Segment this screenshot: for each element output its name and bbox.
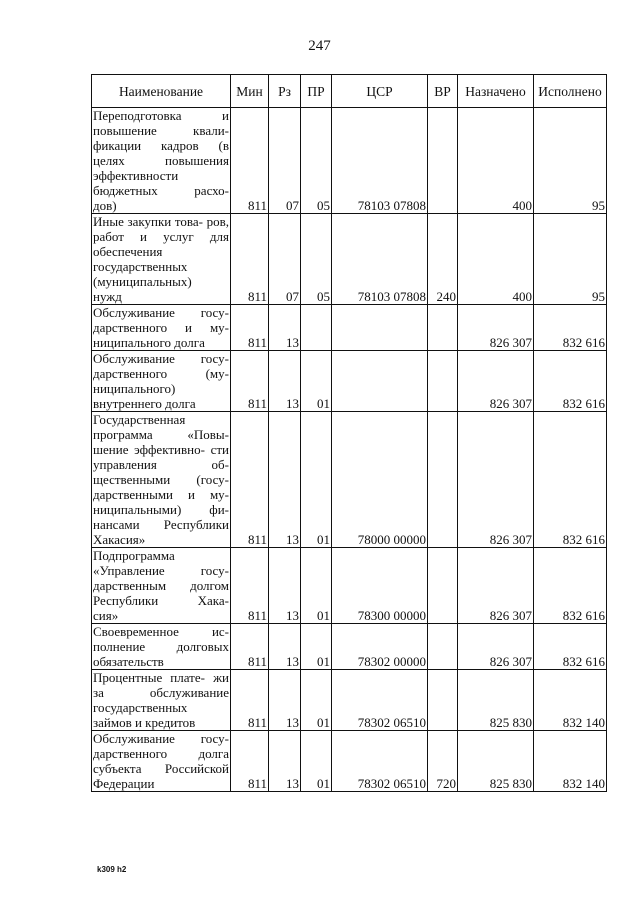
row-name-cell <box>92 548 231 624</box>
cell-pr: 01 <box>301 412 332 548</box>
cell-rz: 13 <box>269 548 301 624</box>
name-line: дарственными и му- <box>93 487 229 502</box>
row-name-cell <box>92 624 231 670</box>
header-executed: Исполнено <box>534 75 607 108</box>
cell-executed: 832 616 <box>534 351 607 412</box>
cell-min: 811 <box>231 670 269 731</box>
name-line: Обслуживание госу- <box>93 305 229 320</box>
name-line: субъекта Российской <box>93 761 229 776</box>
cell-min: 811 <box>231 731 269 792</box>
cell-executed: 832 140 <box>534 731 607 792</box>
cell-rz: 13 <box>269 624 301 670</box>
cell-vr <box>428 108 458 214</box>
cell-csr: 78302 06510 <box>332 670 428 731</box>
table-row <box>92 548 607 624</box>
table-row <box>92 214 607 305</box>
cell-executed: 95 <box>534 108 607 214</box>
name-line: Своевременное ис- <box>93 624 229 639</box>
cell-pr: 05 <box>301 108 332 214</box>
header-vr: ВР <box>428 75 458 108</box>
name-last-line: внутреннего долга <box>93 396 196 411</box>
cell-executed: 832 140 <box>534 670 607 731</box>
cell-pr: 01 <box>301 624 332 670</box>
cell-executed: 832 616 <box>534 412 607 548</box>
cell-executed: 95 <box>534 214 607 305</box>
table-header-row <box>92 75 607 108</box>
name-line: Обслуживание госу- <box>93 351 229 366</box>
name-line: ров, работ и услуг <box>93 214 229 244</box>
name-line: дарственного долга <box>93 746 229 761</box>
name-last-line: займов и кредитов <box>93 715 196 730</box>
row-name-cell <box>92 351 231 412</box>
name-line: фикации кадров (в <box>93 138 229 153</box>
cell-pr <box>301 305 332 351</box>
name-line: для обеспечения <box>93 229 229 259</box>
name-line: Переподготовка и <box>93 108 229 123</box>
cell-assigned: 826 307 <box>458 305 534 351</box>
row-name-cell <box>92 214 231 305</box>
name-line: Процентные плате- <box>93 670 205 685</box>
table-row <box>92 731 607 792</box>
row-name-cell <box>92 412 231 548</box>
cell-min: 811 <box>231 214 269 305</box>
name-line: Государственная <box>93 412 186 427</box>
name-line: дарственного (му- <box>93 366 229 381</box>
cell-csr: 78302 06510 <box>332 731 428 792</box>
name-last-line: сия» <box>93 608 119 623</box>
row-name-cell <box>92 670 231 731</box>
cell-vr <box>428 670 458 731</box>
name-line: целях повышения <box>93 153 229 168</box>
name-line: ниципального) <box>93 381 176 396</box>
name-line: щественными (госу- <box>93 472 229 487</box>
header-csr: ЦСР <box>332 75 428 108</box>
name-last-line: Федерации <box>93 776 155 791</box>
cell-assigned: 825 830 <box>458 731 534 792</box>
name-line: шение эффективно- <box>93 442 205 457</box>
cell-rz: 13 <box>269 305 301 351</box>
header-name: Наименование <box>92 75 231 108</box>
cell-rz: 07 <box>269 108 301 214</box>
cell-min: 811 <box>231 548 269 624</box>
table-row <box>92 624 607 670</box>
name-line: Республики Хака- <box>93 593 229 608</box>
cell-pr: 01 <box>301 351 332 412</box>
cell-csr: 78300 00000 <box>332 548 428 624</box>
table-row <box>92 108 607 214</box>
name-line: Обслуживание госу- <box>93 731 229 746</box>
cell-csr <box>332 305 428 351</box>
header-assigned: Назначено <box>458 75 534 108</box>
cell-rz: 13 <box>269 412 301 548</box>
cell-min: 811 <box>231 351 269 412</box>
cell-min: 811 <box>231 412 269 548</box>
header-pr: ПР <box>301 75 332 108</box>
cell-csr <box>332 351 428 412</box>
header-min: Мин <box>231 75 269 108</box>
table-row <box>92 305 607 351</box>
name-last-line: Хакасия» <box>93 532 146 547</box>
cell-rz: 13 <box>269 731 301 792</box>
name-line: государственных <box>93 259 188 274</box>
row-name-cell <box>92 305 231 351</box>
name-line: полнение долговых <box>93 639 229 654</box>
cell-executed: 832 616 <box>534 305 607 351</box>
name-last-line: дов) <box>93 198 117 213</box>
row-name-cell <box>92 731 231 792</box>
cell-csr: 78103 07808 <box>332 214 428 305</box>
cell-executed: 832 616 <box>534 548 607 624</box>
row-name-cell <box>92 108 231 214</box>
name-line: программа «Повы- <box>93 427 229 442</box>
cell-assigned: 826 307 <box>458 624 534 670</box>
cell-assigned: 400 <box>458 214 534 305</box>
name-last-line: нужд <box>93 289 122 304</box>
cell-vr <box>428 548 458 624</box>
name-last-line: обязательств <box>93 654 164 669</box>
name-line: дарственного и му- <box>93 320 229 335</box>
cell-pr: 01 <box>301 548 332 624</box>
name-line: «Управление госу- <box>93 563 229 578</box>
cell-pr: 01 <box>301 731 332 792</box>
cell-csr: 78000 00000 <box>332 412 428 548</box>
name-line: бюджетных расхо- <box>93 183 229 198</box>
cell-assigned: 826 307 <box>458 412 534 548</box>
cell-vr: 720 <box>428 731 458 792</box>
table-row <box>92 670 607 731</box>
cell-vr <box>428 305 458 351</box>
budget-table <box>91 74 607 792</box>
cell-vr: 240 <box>428 214 458 305</box>
table-row <box>92 351 607 412</box>
cell-rz: 07 <box>269 214 301 305</box>
name-line: государственных <box>93 700 188 715</box>
cell-pr: 01 <box>301 670 332 731</box>
name-line: дарственным долгом <box>93 578 229 593</box>
cell-assigned: 825 830 <box>458 670 534 731</box>
name-line: Иные закупки това- <box>93 214 203 229</box>
name-line: повышение квали- <box>93 123 229 138</box>
name-line: сти управления об- <box>93 442 230 472</box>
cell-csr: 78302 00000 <box>332 624 428 670</box>
cell-pr: 05 <box>301 214 332 305</box>
cell-min: 811 <box>231 108 269 214</box>
table-row <box>92 412 607 548</box>
cell-executed: 832 616 <box>534 624 607 670</box>
cell-assigned: 400 <box>458 108 534 214</box>
header-rz: Рз <box>269 75 301 108</box>
name-line: Подпрограмма <box>93 548 175 563</box>
name-line: жи за обслуживание <box>93 670 230 700</box>
cell-rz: 13 <box>269 351 301 412</box>
cell-rz: 13 <box>269 670 301 731</box>
cell-vr <box>428 351 458 412</box>
page-number: 247 <box>308 38 331 54</box>
name-line: нансами Республики <box>93 517 229 532</box>
cell-min: 811 <box>231 305 269 351</box>
cell-assigned: 826 307 <box>458 548 534 624</box>
name-line: эффективности <box>93 168 179 183</box>
cell-assigned: 826 307 <box>458 351 534 412</box>
cell-vr <box>428 412 458 548</box>
name-line: ниципальными) фи- <box>93 502 229 517</box>
cell-min: 811 <box>231 624 269 670</box>
table-body <box>92 108 607 792</box>
footer-code: k309 h2 <box>97 865 127 874</box>
cell-csr: 78103 07808 <box>332 108 428 214</box>
cell-vr <box>428 624 458 670</box>
name-line: (муниципальных) <box>93 274 192 289</box>
name-last-line: ниципального долга <box>93 335 205 350</box>
